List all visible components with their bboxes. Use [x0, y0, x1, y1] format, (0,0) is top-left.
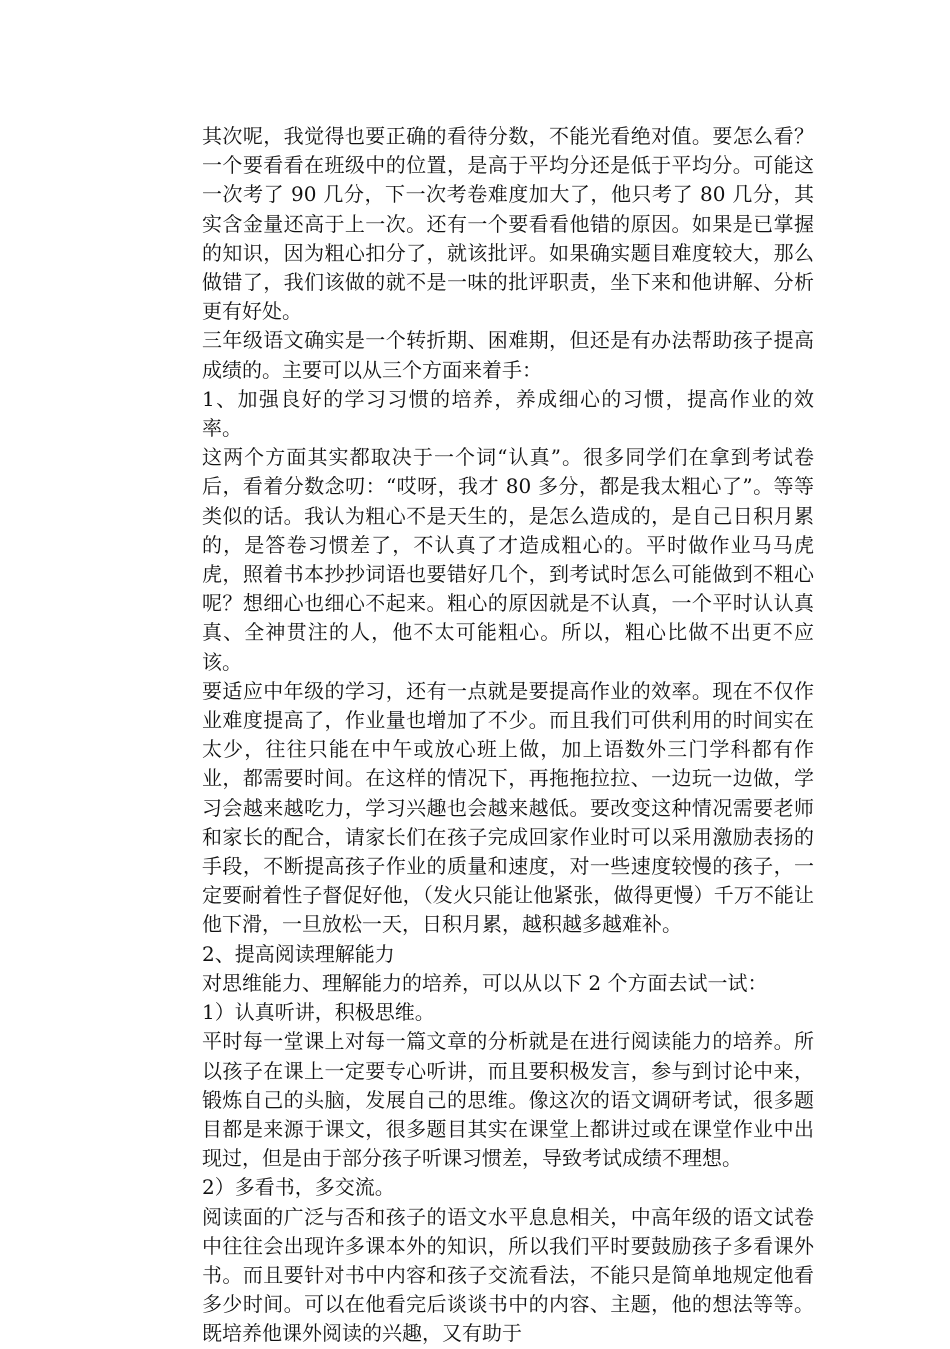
heading-study-habits: 1、加强良好的学习习惯的培养，养成细心的习惯，提高作业的效率。: [202, 386, 814, 441]
heading-reading-comprehension: 2、提高阅读理解能力: [202, 941, 395, 966]
paragraph-grade-three-intro: 三年级语文确实是一个转折期、困难期，但还是有办法帮助孩子提高成绩的。主要可以从三个方面来着手：: [202, 328, 814, 382]
paragraph-extracurricular-reading: 阅读面的广泛与否和孩子的语文水平息息相关，中高年级的语文试卷中往往会出现许多课本外的知识，所以我们平时要鼓励孩子多看课外书。而且要针对书中内容和孩子交流看法，不能只是简单地规定他看多少时间。可以在他看完后谈谈书中的内容、主题，他的想法等等。既培养他课外阅读的兴趣，又有助于: [202, 1204, 814, 1346]
subheading-listen-carefully: 1）认真听讲，积极思维。: [202, 1000, 435, 1025]
paragraph-carefulness: 这两个方面其实都取决于一个词“认真”。很多同学们在拿到考试卷后，看着分数念叨：“哎呀，我才 80 多分，都是我太粗心了”。等等类似的话。我认为粗心不是天生的，是怎么造成的，是自己日积月累的，是答卷习惯差了，不认真了才造成粗心的。平时做作业马马虎虎，照着书本抄抄词语也要错好几个，到考试时怎么可能做到不粗心呢？想细心也细心不起来。粗心的原因就是不认真，一个平时认认真真、全神贯注的人，他不太可能粗心。所以，粗心比做不出更不应该。: [202, 445, 814, 674]
subheading-read-more: 2）多看书，多交流。: [202, 1175, 395, 1200]
paragraph-score-view: 其次呢，我觉得也要正确的看待分数，不能光看绝对值。要怎么看？一个要看看在班级中的位置，是高于平均分还是低于平均分。可能这一次考了 90 几分，下一次考卷难度加大了，他只考了 80 几分，其实含金量还高于上一次。还有一个要看看他错的原因。如果是已掌握的知识，因为粗心扣分了，就该批评。如果确实题目难度较大，那么做错了，我们该做的就不是一味的批评职责，坐下来和他讲解、分析更有好处。: [202, 124, 814, 324]
paragraph-classroom-listening: 平时每一堂课上对每一篇文章的分析就是在进行阅读能力的培养。所以孩子在课上一定要专心听讲，而且要积极发言，参与到讨论中来，锻炼自己的头脑，发展自己的思维。像这次的语文调研考试，很多题目都是来源于课文，很多题目其实在课堂上都讲过或在课堂作业中出现过，但是由于部分孩子听课习惯差，导致考试成绩不理想。: [202, 1029, 814, 1171]
document-body: [202, 122, 814, 1349]
paragraph-homework-efficiency: 要适应中年级的学习，还有一点就是要提高作业的效率。现在不仅作业难度提高了，作业量也增加了不少。而且我们可供利用的时间实在太少，往往只能在中午或放心班上做，加上语数外三门学科都有作业，都需要时间。在这样的情况下，再拖拖拉拉、一边玩一边做，学习会越来越吃力，学习兴趣也会越来越低。要改变这种情况需要老师和家长的配合，请家长们在孩子完成回家作业时可以采用激励表扬的手段，不断提高孩子作业的质量和速度，对一些速度较慢的孩子，一定要耐着性子督促好他，（发火只能让他紧张，做得更慢）千万不能让他下滑，一旦放松一天，日积月累，越积越多越难补。: [202, 678, 814, 937]
paragraph-thinking-ability: 对思维能力、理解能力的培养，可以从以下 2 个方面去试一试：: [202, 970, 768, 995]
